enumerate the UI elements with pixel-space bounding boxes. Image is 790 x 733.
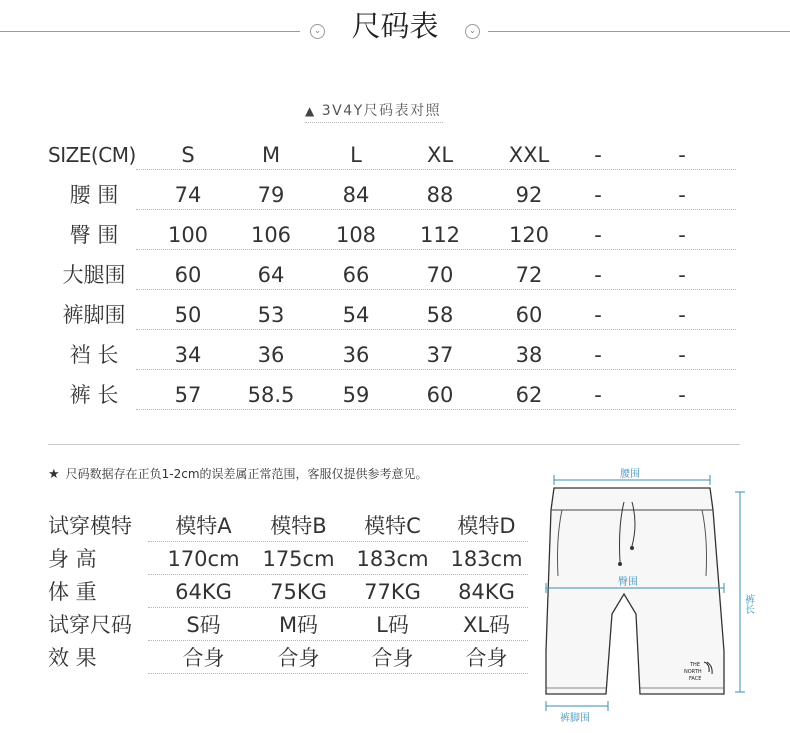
measure-label: 裆 长 bbox=[69, 343, 119, 367]
size-value-cell: 50 bbox=[174, 303, 202, 327]
dotted-rule bbox=[136, 329, 736, 330]
size-value-cell: 38 bbox=[515, 343, 543, 367]
size-value-cell: 58 bbox=[426, 303, 454, 327]
model-table-row bbox=[48, 644, 528, 676]
model-value-cell: S码 bbox=[186, 613, 221, 637]
size-value-cell: - bbox=[678, 183, 686, 207]
model-row-label: 试穿尺码 bbox=[48, 613, 132, 637]
size-table-row bbox=[48, 262, 736, 302]
dotted-rule bbox=[136, 249, 736, 250]
model-value-cell: 183cm bbox=[450, 547, 523, 571]
model-row-label: 身 高 bbox=[48, 547, 97, 571]
size-value-cell: 120 bbox=[508, 223, 550, 247]
size-value-cell: 79 bbox=[257, 183, 285, 207]
header-line-right bbox=[488, 31, 790, 32]
size-value-cell: - bbox=[678, 263, 686, 287]
size-value-cell: - bbox=[594, 263, 602, 287]
model-row-label: 试穿模特 bbox=[48, 514, 132, 538]
size-value-cell: 74 bbox=[174, 183, 202, 207]
measure-label: 大腿围 bbox=[62, 263, 126, 287]
mountain-icon: ▲ bbox=[305, 104, 316, 118]
size-value-cell: 84 bbox=[342, 183, 370, 207]
star-icon: ★ bbox=[48, 467, 60, 482]
size-value-cell: - bbox=[594, 303, 602, 327]
length-label: 裤长 bbox=[742, 594, 754, 614]
svg-text:NORTH: NORTH bbox=[684, 669, 702, 675]
size-value-cell: - bbox=[678, 383, 686, 407]
model-row-label: 效 果 bbox=[48, 646, 97, 670]
svg-text:THE: THE bbox=[690, 662, 700, 668]
size-value-cell: 54 bbox=[342, 303, 370, 327]
size-value-cell: 58.5 bbox=[247, 383, 295, 407]
dotted-rule bbox=[148, 640, 528, 641]
size-value-cell: - bbox=[678, 343, 686, 367]
size-value-cell: 60 bbox=[174, 263, 202, 287]
model-value-cell: 模特B bbox=[270, 514, 327, 538]
measure-label: 裤 长 bbox=[69, 383, 119, 407]
size-value-cell: 92 bbox=[515, 183, 543, 207]
size-header-cell: S bbox=[181, 143, 195, 167]
size-header-label: SIZE(CM) bbox=[48, 143, 136, 167]
measure-label: 腰 围 bbox=[69, 183, 119, 207]
size-value-cell: 34 bbox=[174, 343, 202, 367]
size-value-cell: 36 bbox=[342, 343, 370, 367]
model-value-cell: 模特A bbox=[175, 514, 232, 538]
measure-label: 臀 围 bbox=[69, 223, 119, 247]
model-table-row bbox=[48, 611, 528, 643]
size-value-cell: - bbox=[678, 303, 686, 327]
dotted-rule bbox=[148, 607, 528, 608]
size-table-row bbox=[48, 302, 736, 342]
size-value-cell: 37 bbox=[426, 343, 454, 367]
note-text: 尺码数据存在正负1-2cm的误差属正常范围，客服仅提供参考意见。 bbox=[65, 467, 428, 481]
size-value-cell: 60 bbox=[515, 303, 543, 327]
hip-label: 臀围 bbox=[618, 577, 638, 588]
size-value-cell: 70 bbox=[426, 263, 454, 287]
model-value-cell: 模特C bbox=[364, 514, 421, 538]
model-value-cell: 64KG bbox=[175, 580, 232, 604]
model-value-cell: 合身 bbox=[371, 646, 414, 670]
dotted-rule bbox=[148, 673, 528, 674]
section-divider bbox=[48, 444, 740, 445]
model-table-row bbox=[48, 512, 528, 544]
size-value-cell: 100 bbox=[167, 223, 209, 247]
model-value-cell: XL码 bbox=[462, 613, 511, 637]
measure-label: 裤脚围 bbox=[62, 303, 126, 327]
size-value-cell: 59 bbox=[342, 383, 370, 407]
dotted-rule bbox=[136, 289, 736, 290]
size-table-row bbox=[48, 182, 736, 222]
size-value-cell: - bbox=[678, 223, 686, 247]
size-table-header bbox=[48, 142, 736, 182]
model-value-cell: L码 bbox=[376, 613, 409, 637]
size-chart-subtitle bbox=[305, 100, 443, 123]
size-header-cell: - bbox=[678, 143, 686, 167]
dotted-rule bbox=[148, 541, 528, 542]
model-table-row bbox=[48, 545, 528, 577]
size-value-cell: 64 bbox=[257, 263, 285, 287]
model-value-cell: 合身 bbox=[277, 646, 320, 670]
model-row-label: 体 重 bbox=[48, 580, 97, 604]
model-value-cell: 84KG bbox=[458, 580, 515, 604]
size-value-cell: 36 bbox=[257, 343, 285, 367]
size-value-cell: - bbox=[594, 383, 602, 407]
size-value-cell: 60 bbox=[426, 383, 454, 407]
model-value-cell: M码 bbox=[278, 613, 319, 637]
shorts-diagram bbox=[532, 466, 782, 728]
size-note bbox=[48, 465, 428, 482]
subtitle-text: 3V4Y尺码表对照 bbox=[321, 103, 442, 119]
size-value-cell: - bbox=[594, 223, 602, 247]
svg-text:FACE: FACE bbox=[689, 676, 702, 682]
size-value-cell: 112 bbox=[419, 223, 461, 247]
size-value-cell: - bbox=[594, 343, 602, 367]
size-table-row bbox=[48, 382, 736, 422]
size-header-cell: - bbox=[594, 143, 602, 167]
size-value-cell: 106 bbox=[250, 223, 292, 247]
size-value-cell: 57 bbox=[174, 383, 202, 407]
hem-label: 裤脚围 bbox=[560, 713, 590, 724]
size-header-cell: XXL bbox=[508, 143, 550, 167]
size-header-cell: XL bbox=[426, 143, 454, 167]
model-value-cell: 183cm bbox=[356, 547, 429, 571]
dotted-rule bbox=[136, 169, 736, 170]
size-table-row bbox=[48, 342, 736, 382]
dotted-rule bbox=[136, 369, 736, 370]
size-header-cell: M bbox=[261, 143, 281, 167]
size-value-cell: 108 bbox=[335, 223, 377, 247]
size-table-row bbox=[48, 222, 736, 262]
model-value-cell: 模特D bbox=[457, 514, 516, 538]
model-value-cell: 170cm bbox=[167, 547, 240, 571]
dotted-rule bbox=[136, 209, 736, 210]
header-line-left bbox=[0, 31, 300, 32]
model-value-cell: 77KG bbox=[364, 580, 421, 604]
model-value-cell: 175cm bbox=[262, 547, 335, 571]
size-value-cell: 88 bbox=[426, 183, 454, 207]
model-value-cell: 75KG bbox=[270, 580, 327, 604]
size-value-cell: 62 bbox=[515, 383, 543, 407]
size-header-cell: L bbox=[350, 143, 362, 167]
size-value-cell: 72 bbox=[515, 263, 543, 287]
size-value-cell: 66 bbox=[342, 263, 370, 287]
page-title: 尺码表 bbox=[351, 9, 439, 43]
size-value-cell: 53 bbox=[257, 303, 285, 327]
model-value-cell: 合身 bbox=[182, 646, 225, 670]
waist-label: 腰围 bbox=[620, 469, 640, 480]
size-value-cell: - bbox=[594, 183, 602, 207]
chevron-down-circle-icon: ⌄ bbox=[310, 24, 325, 39]
dotted-rule bbox=[136, 409, 736, 410]
chevron-down-circle-icon: ⌄ bbox=[465, 24, 480, 39]
model-value-cell: 合身 bbox=[465, 646, 508, 670]
dotted-rule bbox=[148, 574, 528, 575]
model-table-row bbox=[48, 578, 528, 610]
